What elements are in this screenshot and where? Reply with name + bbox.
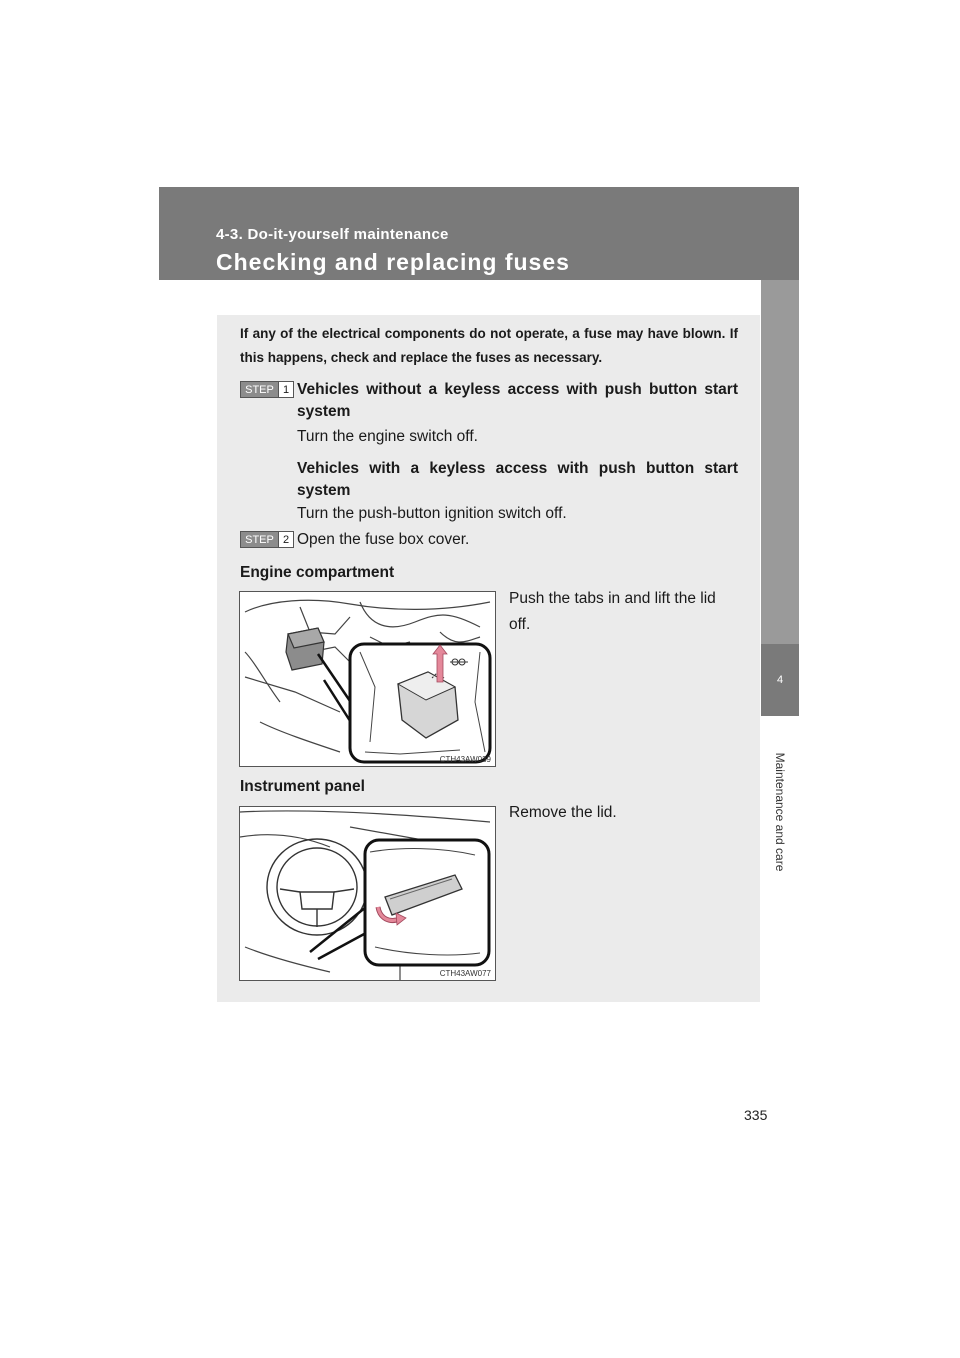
step-badge-word: STEP bbox=[241, 532, 278, 547]
instrument-panel-figure bbox=[239, 806, 496, 981]
step-1-option-a-text: Turn the engine switch off. bbox=[297, 428, 478, 445]
page-title: Checking and replacing fuses bbox=[216, 249, 570, 275]
engine-compartment-figure bbox=[239, 591, 496, 767]
panel-figure-code: CTH43AW077 bbox=[439, 969, 491, 978]
side-tab-label: Maintenance and care bbox=[773, 752, 787, 872]
panel-instruction: Remove the lid. bbox=[509, 804, 617, 821]
engine-instruction: Push the tabs in and lift the lid off. bbox=[509, 590, 716, 633]
step-1-badge bbox=[240, 381, 294, 398]
step-badge-number: 1 bbox=[278, 382, 293, 397]
step-1-option-a-heading: Vehicles without a keyless access with push button start system bbox=[297, 381, 738, 420]
intro-text: If any of the electrical components do not operate, a fuse may have blown. If this happens, check and replace the fuses as necessary. bbox=[240, 326, 738, 365]
engine-figure-code: CTH43AW039 bbox=[439, 755, 491, 764]
engine-compartment-heading: Engine compartment bbox=[240, 564, 395, 581]
step-2-badge bbox=[240, 531, 294, 548]
step-2-text: Open the fuse box cover. bbox=[297, 531, 470, 548]
instrument-panel-heading: Instrument panel bbox=[240, 778, 365, 795]
page-number: 335 bbox=[744, 1107, 768, 1123]
step-1-option-b-text: Turn the push-button ignition switch off. bbox=[297, 505, 567, 522]
side-tab-strip bbox=[761, 280, 799, 644]
step-badge-word: STEP bbox=[241, 382, 278, 397]
side-tab bbox=[761, 716, 799, 912]
engine-compartment-illustration bbox=[240, 592, 495, 766]
step-badge-number: 2 bbox=[278, 532, 293, 547]
step-1-option-b-heading: Vehicles with a keyless access with push button start system bbox=[297, 460, 738, 499]
instrument-panel-illustration bbox=[240, 807, 495, 980]
section-label: 4-3. Do-it-yourself maintenance bbox=[216, 226, 449, 243]
side-tab-number: 4 bbox=[761, 644, 799, 716]
